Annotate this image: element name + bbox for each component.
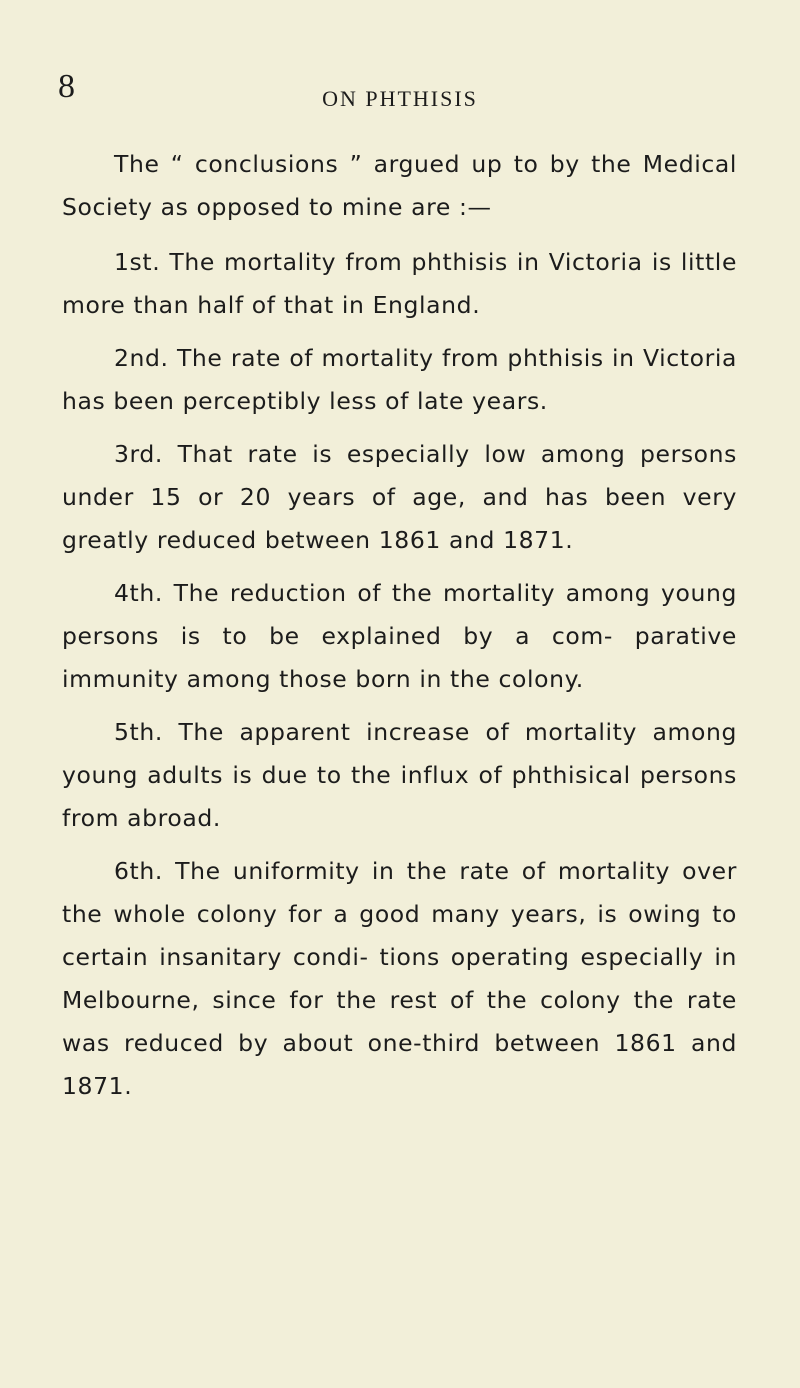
conclusion-4: 4th. The reduction of the mortality among young persons is to be explained by a com- parative immunity among those born in the colony.: [62, 579, 737, 693]
intro-paragraph: The “ conclusions ” argued up to by the Medical Society as opposed to mine are :—: [62, 150, 737, 221]
conclusion-3: 3rd. That rate is especially low among persons under 15 or 20 years of age, and has been very greatly reduced between 1861 and 1871.: [62, 440, 737, 554]
body-text: [62, 143, 737, 1118]
conclusion-6: 6th. The uniformity in the rate of mortality over the whole colony for a good many years, is owing to certain insanitary condi- tions operating especially in Melbourne, since for the rest of the colony the rate was reduced by about one-third between 1861 and 1871.: [62, 857, 737, 1100]
conclusion-1: 1st. The mortality from phthisis in Victoria is little more than half of that in England.: [62, 248, 737, 319]
running-head: ON PHTHISIS: [322, 86, 478, 111]
conclusion-2: 2nd. The rate of mortality from phthisis in Victoria has been perceptibly less of late years.: [62, 344, 737, 415]
conclusion-5: 5th. The apparent increase of mortality among young adults is due to the influx of phthisical persons from abroad.: [62, 718, 737, 832]
page-number: 8: [58, 68, 75, 105]
